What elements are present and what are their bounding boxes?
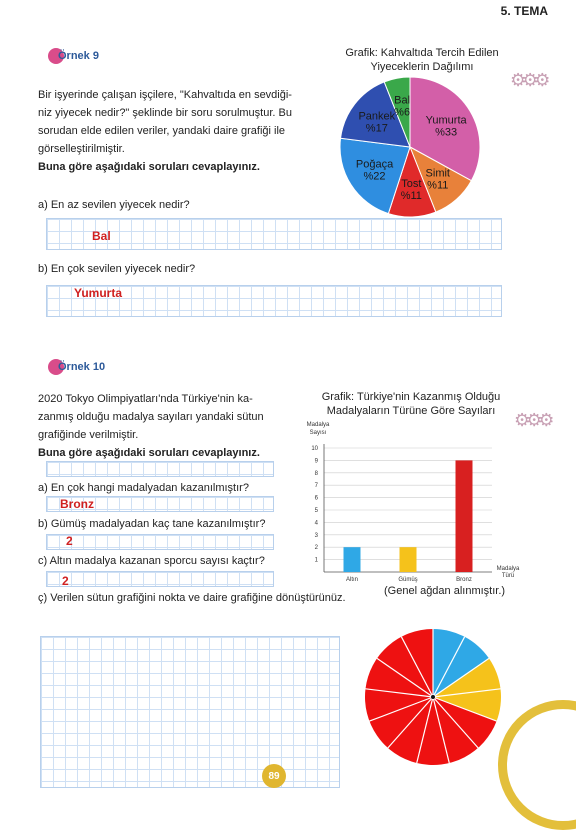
breakfast-pie-chart <box>335 72 485 222</box>
title-line: Yiyeceklerin Dağılımı <box>370 61 474 73</box>
pie-label: Tost <box>401 177 422 190</box>
text-line: niz yiyecek nedir?" şeklinde bir soru sorulmuştur. Bu <box>38 107 292 119</box>
x-tick-label: Gümüş <box>398 577 418 583</box>
answer-10c: 2 <box>62 574 69 588</box>
bar-chart-source: (Genel ağdan alınmıştır.) <box>384 585 506 597</box>
y-tick-label: 6 <box>314 495 318 502</box>
text-line: grafiğinde verilmiştir. <box>38 429 139 441</box>
pie-label: Poğaça <box>355 158 394 171</box>
y-tick-label: 4 <box>314 520 318 527</box>
pie-value-label: %22 <box>363 170 386 183</box>
question-10d: ç) Verilen sütun grafiğini nokta ve daire grafiğine dönüştürünüz. <box>38 592 346 604</box>
instruction: Buna göre aşağıdaki soruları cevaplayınız. <box>38 161 260 173</box>
x-axis-label: Madalya <box>496 566 520 572</box>
example-9-label: Örnek 9 <box>58 50 99 62</box>
answer-box-9a[interactable] <box>46 218 502 250</box>
text-line: 2020 Tokyo Olimpiyatları'nda Türkiye'nin ka- <box>38 393 253 405</box>
title-line: Grafik: Kahvaltıda Tercih Edilen <box>345 47 499 59</box>
text-line: görselleştirilmiştir. <box>38 143 125 155</box>
y-axis-label: Madalya <box>306 422 330 428</box>
bar-chart-title <box>296 390 526 418</box>
pie-value-label: %6 <box>394 106 411 119</box>
title-line: Madalyaların Türüne Göre Sayıları <box>326 405 496 417</box>
gear-decoration-icon: ⚙⚙⚙ <box>510 70 547 90</box>
pie-value-label: %11 <box>400 189 422 202</box>
theme-label: 5. TEMA <box>500 4 548 18</box>
answer-9b: Yumurta <box>74 286 123 300</box>
pie-value-label: %11 <box>427 179 449 192</box>
x-tick-label: Bronz <box>456 577 472 583</box>
y-tick-label: 9 <box>314 458 318 465</box>
y-tick-label: 2 <box>314 545 318 552</box>
y-tick-label: 8 <box>314 470 318 477</box>
decorative-arc <box>498 700 576 830</box>
answer-box-10c[interactable] <box>46 571 274 587</box>
y-tick-label: 10 <box>311 446 318 452</box>
instruction: Buna göre aşağıdaki soruları cevaplayınız. <box>38 447 260 459</box>
example-10-text <box>38 390 298 462</box>
x-tick-label: Altın <box>345 577 359 583</box>
gear-decoration-icon: ⚙⚙⚙ <box>514 410 551 430</box>
y-tick-label: 1 <box>314 557 318 564</box>
medal-bar-chart <box>296 418 526 590</box>
example-9-badge <box>48 48 99 64</box>
text-line: Bir işyerinde çalışan işçilere, "Kahvaltıda en sevdiği- <box>38 89 292 101</box>
pie-label: Yumurta <box>425 114 467 127</box>
question-10c: c) Altın madalya kazanan sporcu sayısı kaçtır? <box>38 555 265 567</box>
text-line: zanmış olduğu madalya sayıları yandaki sütun <box>38 411 264 423</box>
pie-chart-title <box>332 46 512 74</box>
question-9b: b) En çok sevilen yiyecek nedir? <box>38 263 196 275</box>
page-number: 89 <box>262 764 286 788</box>
answer-box-10b[interactable] <box>46 534 274 550</box>
example-10-badge <box>48 359 105 375</box>
question-9a: a) En az sevilen yiyecek nedir? <box>38 199 190 211</box>
y-tick-label: 3 <box>314 532 318 539</box>
y-tick-label: 7 <box>314 483 318 490</box>
bar-1 <box>400 547 417 572</box>
pie-label: Pankek <box>358 110 396 123</box>
dot-plot-drawing-grid[interactable] <box>40 636 340 788</box>
question-10b: b) Gümüş madalyadan kaç tane kazanılmıştır? <box>38 518 266 530</box>
pie-value-label: %33 <box>435 126 458 139</box>
title-line: Grafik: Türkiye'nin Kazanmış Olduğu <box>321 391 501 403</box>
y-tick-label: 5 <box>314 508 318 514</box>
example-10-label: Örnek 10 <box>58 361 106 373</box>
pie-label: Bal <box>394 94 411 107</box>
pie-center-dot <box>431 695 435 699</box>
question-10a: a) En çok hangi madalyadan kazanılmıştır? <box>38 482 249 494</box>
pie-value-label: %17 <box>365 122 388 135</box>
pie-label: Simit <box>425 167 451 180</box>
medal-pie-chart <box>362 626 504 768</box>
bar-2 <box>456 460 473 572</box>
answer-10b: 2 <box>66 534 73 548</box>
text-line: sorudan elde edilen veriler, yandaki daire grafiği ile <box>38 125 286 137</box>
grid-strip <box>46 461 274 477</box>
example-9-text <box>38 86 328 176</box>
x-axis-label: Türü <box>501 573 515 579</box>
bar-0 <box>344 547 361 572</box>
answer-10a: Bronz <box>60 497 94 511</box>
answer-9a: Bal <box>92 229 111 243</box>
y-axis-label: Sayısı <box>309 430 327 436</box>
